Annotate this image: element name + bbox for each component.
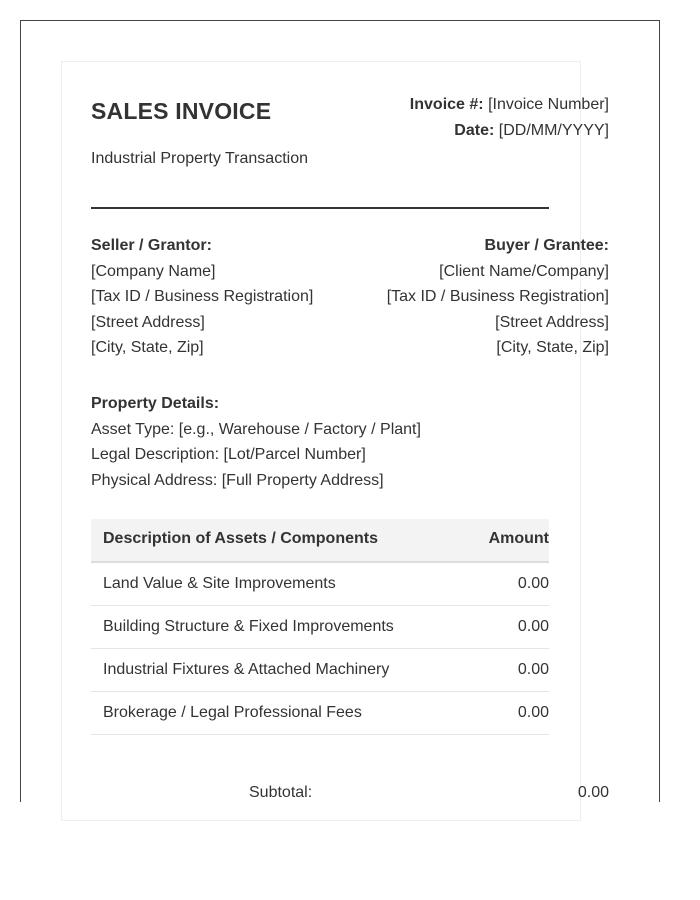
invoice-number-value: [Invoice Number] xyxy=(488,96,609,113)
buyer-tax-id: [Tax ID / Business Registration] xyxy=(386,288,609,306)
property-legal-description: Legal Description: [Lot/Parcel Number] xyxy=(91,446,366,464)
row-amount: 0.00 xyxy=(517,704,549,721)
property-details xyxy=(91,391,421,493)
property-heading: Property Details: xyxy=(91,395,220,412)
seller-company: [Company Name] xyxy=(91,262,216,280)
row-description: Land Value & Site Improvements xyxy=(103,575,336,592)
header-divider xyxy=(91,207,549,209)
invoice-subtitle: Industrial Property Transaction xyxy=(91,150,308,167)
invoice-date-label: Date: xyxy=(454,122,495,139)
row-description: Brokerage / Legal Professional Fees xyxy=(103,704,362,721)
invoice-number xyxy=(410,96,609,114)
seller-heading: Seller / Grantor: xyxy=(91,237,212,254)
subtotal-value: 0.00 xyxy=(577,784,609,801)
invoice-date-value: [DD/MM/YYYY] xyxy=(498,122,609,139)
table-row xyxy=(91,563,549,606)
row-amount: 0.00 xyxy=(517,618,549,635)
buyer-company: [Client Name/Company] xyxy=(439,262,609,280)
buyer-city: [City, State, Zip] xyxy=(496,339,609,357)
property-asset-type: Asset Type: [e.g., Warehouse / Factory / Plant] xyxy=(91,420,421,438)
invoice-date xyxy=(454,122,609,140)
buyer-heading: Buyer / Grantee: xyxy=(484,237,609,254)
subtotal-label: Subtotal: xyxy=(249,784,313,801)
table-row xyxy=(91,606,549,649)
seller-city: [City, State, Zip] xyxy=(91,339,204,357)
column-header-description: Description of Assets / Components xyxy=(103,530,378,547)
row-description: Building Structure & Fixed Improvements xyxy=(103,618,394,635)
table-row xyxy=(91,649,549,692)
table-row xyxy=(91,692,549,735)
buyer-street: [Street Address] xyxy=(495,313,609,331)
seller-tax-id: [Tax ID / Business Registration] xyxy=(91,288,314,306)
property-physical-address: Physical Address: [Full Property Address] xyxy=(91,471,384,489)
invoice-title: SALES INVOICE xyxy=(91,98,272,124)
buyer-block xyxy=(387,233,609,361)
row-description: Industrial Fixtures & Attached Machinery xyxy=(103,661,390,678)
seller-street: [Street Address] xyxy=(91,313,205,331)
row-amount: 0.00 xyxy=(517,661,549,678)
table-header xyxy=(91,519,549,563)
seller-block xyxy=(91,233,313,361)
row-amount: 0.00 xyxy=(517,575,549,592)
column-header-amount: Amount xyxy=(488,530,549,547)
invoice-number-label: Invoice #: xyxy=(409,96,484,113)
assets-table xyxy=(91,519,549,735)
